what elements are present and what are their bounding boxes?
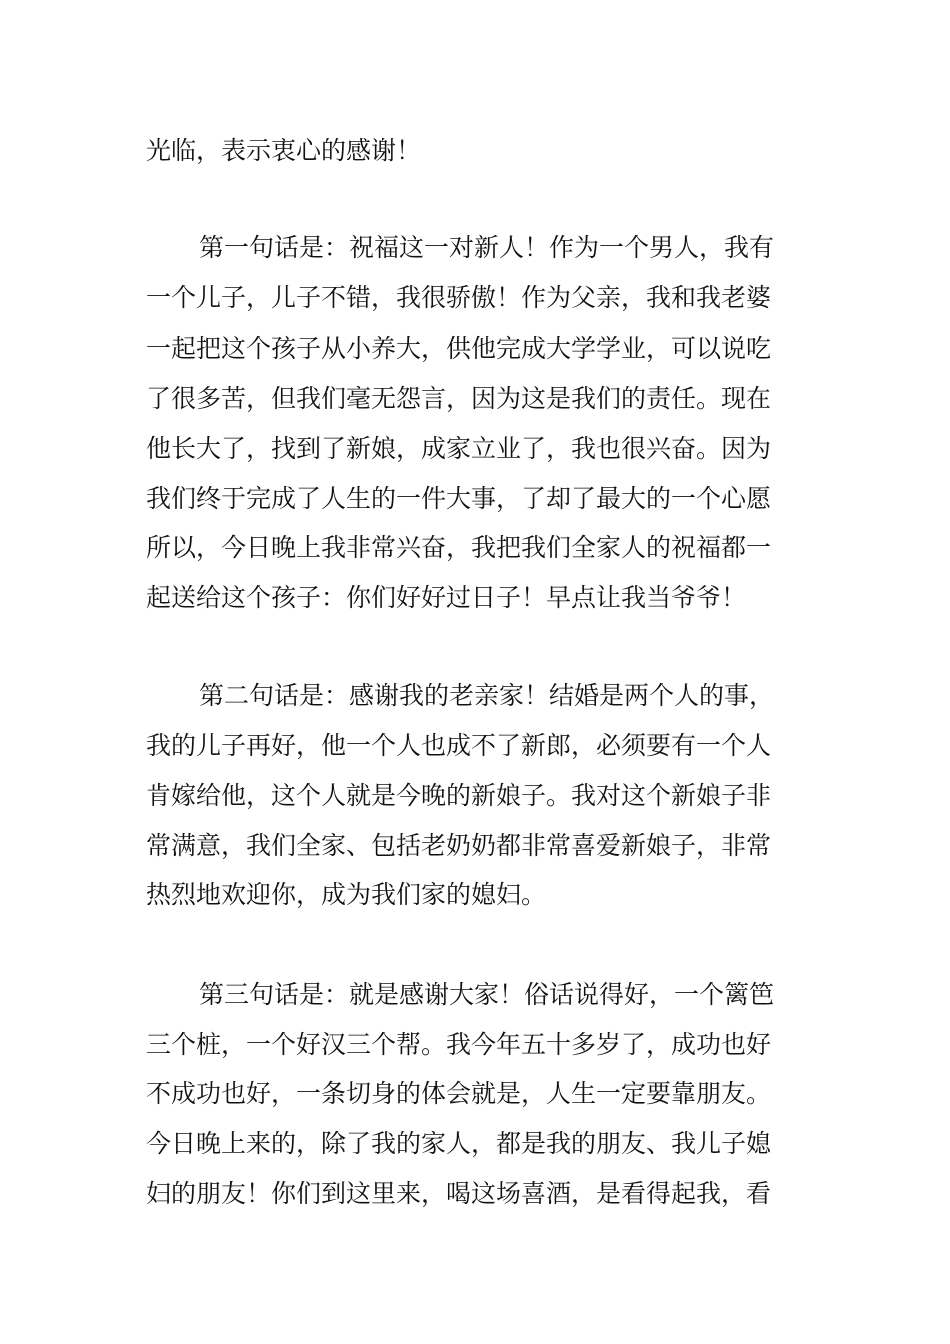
paragraph-first-line: 第三句话是：就是感谢大家！俗话说得好，一个篱笆: [199, 980, 775, 1009]
paragraph-first-line: 第一句话是：祝福这一对新人！作为一个男人，我有: [199, 233, 775, 262]
text-line: 今日晚上来的，除了我的家人，都是我的朋友、我儿子媳: [146, 1129, 772, 1158]
text-line: 一个儿子，儿子不错，我很骄傲！作为父亲，我和我老婆: [146, 283, 772, 312]
text-line: 三个桩，一个好汉三个帮。我今年五十多岁了，成功也好: [146, 1030, 772, 1059]
text-line: 不成功也好，一条切身的体会就是，人生一定要靠朋友。: [146, 1079, 772, 1108]
text-line: 了很多苦，但我们毫无怨言，因为这是我们的责任。现在: [146, 384, 772, 413]
text-line: 我们终于完成了人生的一件大事，了却了最大的一个心愿: [146, 484, 772, 513]
text-line: 常满意，我们全家、包括老奶奶都非常喜爱新娘子，非常: [146, 831, 772, 860]
paragraph-first-line: 第二句话是：感谢我的老亲家！结婚是两个人的事，: [199, 681, 775, 710]
text-line: 热烈地欢迎你，成为我们家的媳妇。: [146, 880, 547, 909]
text-line: 起送给这个孩子：你们好好过日子！早点让我当爷爷！: [146, 583, 747, 612]
text-line: 我的儿子再好，他一个人也成不了新郎，必须要有一个人: [146, 731, 772, 760]
text-line: 肯嫁给他，这个人就是今晚的新娘子。我对这个新娘子非: [146, 781, 772, 810]
text-line: 一起把这个孩子从小养大，供他完成大学学业，可以说吃: [146, 334, 772, 363]
text-line: 光临，表示衷心的感谢！: [146, 136, 422, 165]
text-line: 所以，今日晚上我非常兴奋，我把我们全家人的祝福都一: [146, 533, 772, 562]
text-line: 妇的朋友！你们到这里来，喝这场喜酒，是看得起我，看: [146, 1179, 772, 1208]
text-line: 他长大了，找到了新娘，成家立业了，我也很兴奋。因为: [146, 434, 772, 463]
